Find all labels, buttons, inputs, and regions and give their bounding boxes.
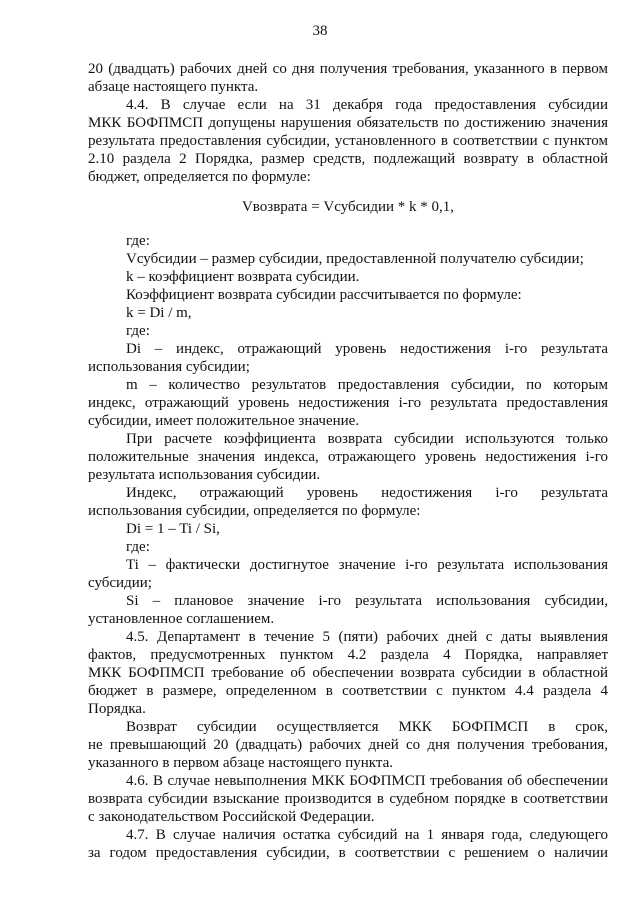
text-line: результата использования субсидии. — [88, 467, 321, 483]
text-line: МКК БОФПМСП требование об обеспечении возврата субсидии в областной — [88, 665, 608, 681]
text-line: возврата субсидии взыскание производится в судебном порядке в соответствии — [88, 791, 608, 807]
text-line: с законодательством Российской Федерации. — [88, 809, 375, 825]
text-line: использования субсидии, определяется по формуле: — [88, 503, 421, 519]
text-line: Si – плановое значение i-го результата использования субсидии, — [126, 593, 608, 609]
text-line: Di – индекс, отражающий уровень недостижения i-го результата — [126, 341, 608, 357]
text-line: 20 (двадцать) рабочих дней со дня получения требования, указанного в первом — [88, 61, 608, 77]
formula-index: Di = 1 – Ti / Si, — [126, 521, 220, 537]
text-line: не превышающий 20 (двадцать) рабочих дней со дня получения требования, — [88, 737, 608, 753]
document-body — [88, 60, 608, 862]
text-line: за годом предоставления субсидии, в соответствии с решением о наличии — [88, 845, 608, 861]
text-line: Коэффициент возврата субсидии рассчитывается по формуле: — [126, 287, 522, 303]
text-line: Ti – фактически достигнутое значение i-го результата использования — [126, 557, 608, 573]
text-line: бюджет, определяется по формуле: — [88, 169, 311, 185]
text-line: указанного в первом абзаце настоящего пункта. — [88, 755, 393, 771]
text-line: Vсубсидии – размер субсидии, предоставленной получателю субсидии; — [126, 251, 584, 267]
text-line: Возврат субсидии осуществляется МКК БОФПМСП в срок, — [126, 719, 608, 735]
text-line: k – коэффициент возврата субсидии. — [126, 269, 360, 285]
text-line: абзаце настоящего пункта. — [88, 79, 259, 95]
text-line: При расчете коэффициента возврата субсидии используются только — [126, 431, 608, 447]
text-line: субсидии, имеет положительное значение. — [88, 413, 360, 429]
text-line: Индекс, отражающий уровень недостижения i-го результата — [126, 485, 608, 501]
text-line: 4.7. В случае наличия остатка субсидий на 1 января года, следующего — [126, 827, 608, 843]
text-line: где: — [126, 539, 150, 555]
text-line: 4.6. В случае невыполнения МКК БОФПМСП требования об обеспечении — [126, 773, 608, 789]
text-line: результата предоставления субсидии, установленного в соответствии с пунктом — [88, 133, 608, 149]
formula-coefficient: k = Di / m, — [126, 305, 192, 321]
text-line: индекс, отражающий уровень недостижения i-го результата предоставления — [88, 395, 608, 411]
text-line: Порядка. — [88, 701, 146, 717]
text-line: субсидии; — [88, 575, 152, 591]
text-line: использования субсидии; — [88, 359, 250, 375]
text-line: положительные значения индекса, отражающего уровень недостижения i-го — [88, 449, 608, 465]
text-line: бюджет в размере, определенном в соответствии с пунктом 4.4 раздела 4 — [88, 683, 608, 699]
text-line: m – количество результатов предоставления субсидии, по которым — [126, 377, 608, 393]
formula-return-amount: Vвозврата = Vсубсидии * k * 0,1, — [241, 199, 455, 215]
page-number: 38 — [312, 23, 328, 39]
text-line: 2.10 раздела 2 Порядка, размер средств, подлежащий возврату в областной — [88, 151, 608, 167]
text-line: 4.5. Департамент в течение 5 (пяти) рабочих дней с даты выявления — [126, 629, 608, 645]
text-line: МКК БОФПМСП допущены нарушения обязательств по достижению значения — [88, 115, 608, 131]
text-line: где: — [126, 323, 150, 339]
text-line: установленное соглашением. — [88, 611, 275, 627]
text-line: 4.4. В случае если на 31 декабря года предоставления субсидии — [126, 97, 608, 113]
text-line: фактов, предусмотренных пунктом 4.2 раздела 4 Порядка, направляет — [88, 647, 608, 663]
text-line: где: — [126, 233, 150, 249]
